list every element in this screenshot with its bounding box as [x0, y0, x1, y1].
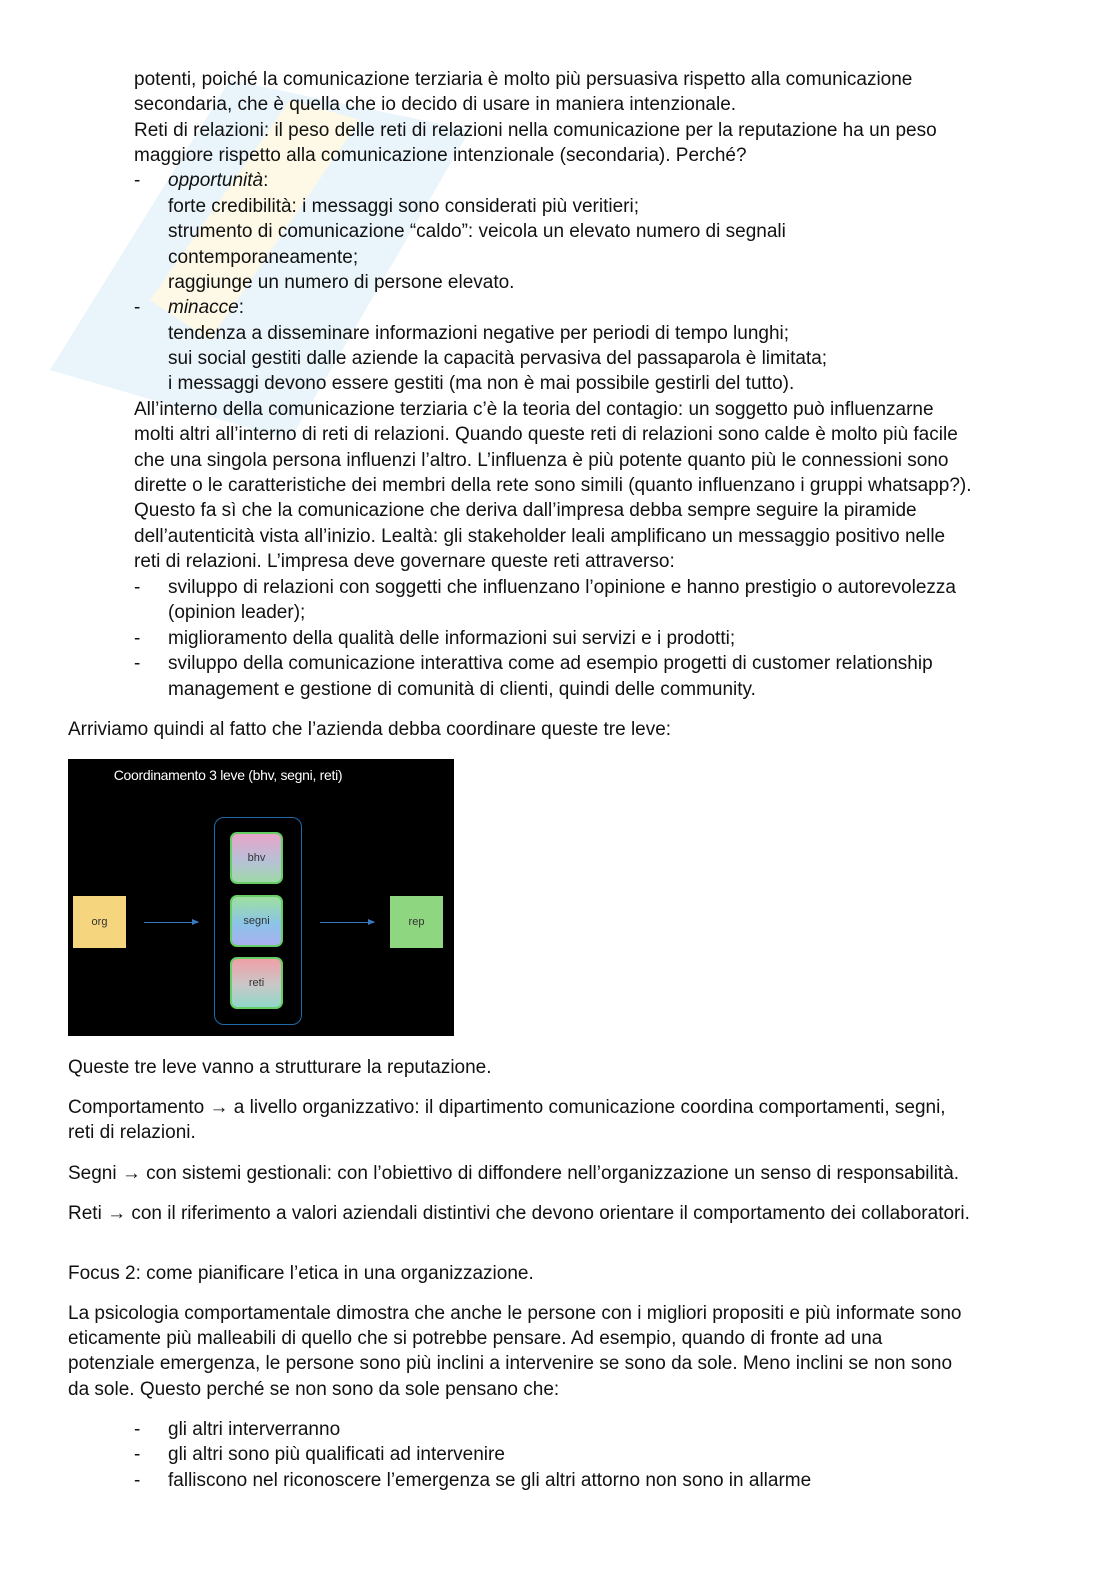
paragraph-line: reti di relazioni. L’impresa deve governare queste reti attraverso:: [134, 551, 675, 572]
coordination-diagram: [68, 759, 454, 1036]
list-item: strumento di comunicazione “caldo”: veicola un elevato numero di segnali: [168, 221, 786, 242]
list-item: sui social gestiti dalle aziende la capacità pervasiva del passaparola è limitata;: [168, 348, 828, 369]
paragraph-line: secondaria, che è quella che io decido di usare in maniera intenzionale.: [134, 94, 737, 115]
list-item: sviluppo della comunicazione interattiva come ad esempio progetti di customer relationship: [168, 653, 933, 674]
org-box: org: [73, 896, 126, 948]
list-dash: -: [134, 1419, 141, 1440]
list-dash: -: [134, 1470, 141, 1491]
list-item: i messaggi devono essere gestiti (ma non è mai possibile gestirli del tutto).: [168, 373, 795, 394]
list-item: contemporaneamente;: [168, 247, 359, 268]
paragraph-line: Comportamento → a livello organizzativo: il dipartimento comunicazione coordina comportamenti, segni,: [68, 1097, 946, 1118]
paragraph-line: Questo fa sì che la comunicazione che deriva dall’impresa debba sempre seguire la piramide: [134, 500, 917, 521]
list-item: forte credibilità: i messaggi sono considerati più veritieri;: [168, 196, 639, 217]
list-item: miglioramento della qualità delle informazioni sui servizi e i prodotti;: [168, 628, 736, 649]
paragraph-line: Segni → con sistemi gestionali: con l’obiettivo di diffondere nell’organizzazione un senso di responsabilità.: [68, 1163, 960, 1184]
minacce-heading: minacce:: [168, 297, 245, 318]
paragraph-line: dirette o le caratteristiche dei membri della rete sono simili (quanto influenzano i gruppi whatsapp?).: [134, 475, 972, 496]
list-dash: -: [134, 170, 141, 191]
paragraph-line: potenziale emergenza, le persone sono più inclini a intervenire se sono da sole. Meno inclini se non sono: [68, 1353, 953, 1374]
paragraph-line: reti di relazioni.: [68, 1122, 196, 1143]
lever-bhv: bhv: [230, 832, 283, 884]
paragraph-line: molti altri all’interno di reti di relazioni. Quando queste reti di relazioni sono calde è molto più facile: [134, 424, 958, 445]
paragraph-line: da sole. Questo perché se non sono da sole pensano che:: [68, 1379, 560, 1400]
lever-reti: reti: [230, 957, 283, 1009]
paragraph-line: Reti di relazioni: il peso delle reti di relazioni nella comunicazione per la reputazione ha un peso: [134, 120, 937, 141]
list-dash: -: [134, 1444, 141, 1465]
figure-intro: Arriviamo quindi al fatto che l’azienda debba coordinare queste tre leve:: [68, 719, 672, 740]
paragraph-line: che una singola persona influenzi l’altro. L’influenza è più potente quanto più le connessioni sono: [134, 450, 949, 471]
list-item: raggiunge un numero di persone elevato.: [168, 272, 515, 293]
opportunita-heading: opportunità:: [168, 170, 269, 191]
rep-box: rep: [390, 896, 443, 948]
list-item: falliscono nel riconoscere l’emergenza se gli altri attorno non sono in allarme: [168, 1470, 812, 1491]
paragraph-line: maggiore rispetto alla comunicazione intenzionale (secondaria). Perché?: [134, 145, 747, 166]
list-item: (opinion leader);: [168, 602, 306, 623]
arrow-levers-to-rep: [320, 922, 374, 923]
list-item: gli altri interverranno: [168, 1419, 341, 1440]
list-dash: -: [134, 628, 141, 649]
section-heading: Focus 2: come pianificare l’etica in una organizzazione.: [68, 1263, 534, 1284]
paragraph-line: Reti → con il riferimento a valori aziendali distintivi che devono orientare il comportamento dei collaboratori.: [68, 1203, 970, 1224]
list-item: tendenza a disseminare informazioni negative per periodi di tempo lunghi;: [168, 323, 790, 344]
diagram-title: Coordinamento 3 leve (bhv, segni, reti): [113, 767, 343, 783]
list-dash: -: [134, 653, 141, 674]
lever-segni: segni: [230, 895, 283, 947]
arrow-org-to-levers: [144, 922, 198, 923]
list-dash: -: [134, 577, 141, 598]
paragraph-line: Queste tre leve vanno a strutturare la reputazione.: [68, 1057, 492, 1078]
paragraph-line: eticamente più malleabili di quello che si potrebbe pensare. Ad esempio, quando di fronte ad una: [68, 1328, 883, 1349]
list-dash: -: [134, 297, 141, 318]
list-item: management e gestione di comunità di clienti, quindi delle community.: [168, 679, 756, 700]
paragraph-line: dell’autenticità vista all’inizio. Lealtà: gli stakeholder leali amplificano un messaggio positivo nelle: [134, 526, 946, 547]
list-item: gli altri sono più qualificati ad intervenire: [168, 1444, 505, 1465]
paragraph-line: potenti, poiché la comunicazione terziaria è molto più persuasiva rispetto alla comunicazione: [134, 69, 913, 90]
paragraph-line: All’interno della comunicazione terziaria c’è la teoria del contagio: un soggetto può influenzarne: [134, 399, 934, 420]
paragraph-line: La psicologia comportamentale dimostra che anche le persone con i migliori propositi e più informate sono: [68, 1303, 962, 1324]
list-item: sviluppo di relazioni con soggetti che influenzano l’opinione e hanno prestigio o autorevolezza: [168, 577, 956, 598]
